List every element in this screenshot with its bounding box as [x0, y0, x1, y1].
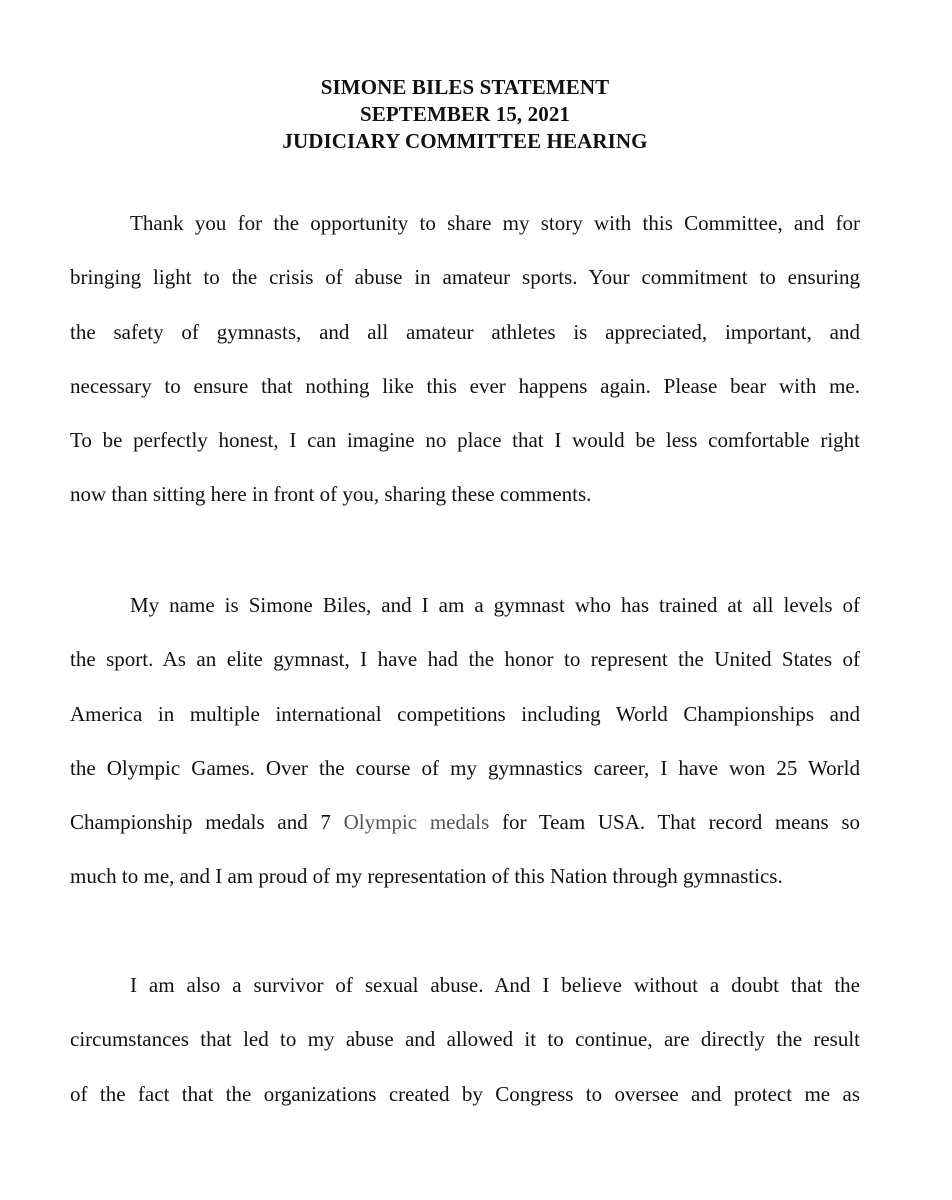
paragraph-line: America in multiple international competitions including World Championships and: [70, 701, 860, 726]
paragraph-2: [70, 578, 860, 904]
paragraph-line: much to me, and I am proud of my representation of this Nation through gymnastics.: [70, 864, 783, 889]
paragraph-line: circumstances that led to my abuse and allowed it to continue, are directly the result: [70, 1027, 860, 1052]
paragraph-line: bringing light to the crisis of abuse in amateur sports. Your commitment to ensuring: [70, 265, 860, 290]
header-date: SEPTEMBER 15, 2021: [359, 102, 571, 126]
paragraph-line: of the fact that the organizations created by Congress to oversee and protect me as: [70, 1081, 860, 1106]
paragraph-line: now than sitting here in front of you, sharing these comments.: [70, 482, 592, 507]
paragraph-1: [70, 196, 860, 522]
header-title: SIMONE BILES STATEMENT: [320, 75, 610, 99]
paragraph-line: necessary to ensure that nothing like this ever happens again. Please bear with me.: [70, 373, 860, 398]
paragraph-3: [70, 958, 860, 1121]
paragraph-line: the safety of gymnasts, and all amateur athletes is appreciated, important, and: [70, 319, 860, 344]
document-header: [0, 74, 930, 155]
paragraph-line: the Olympic Games. Over the course of my gymnastics career, I have won 25 World: [70, 755, 860, 780]
paragraph-line: My name is Simone Biles, and I am a gymnast who has trained at all levels of: [130, 593, 860, 617]
paragraph-line: the sport. As an elite gymnast, I have had the honor to represent the United States of: [70, 647, 860, 672]
paragraph-line: Thank you for the opportunity to share my story with this Committee, and for: [130, 211, 860, 235]
paragraph-line: Championship medals and 7 Olympic medals for Team USA. That record means so: [70, 810, 860, 835]
paragraph-line: I am also a survivor of sexual abuse. And I believe without a doubt that the: [130, 973, 860, 997]
paragraph-line: To be perfectly honest, I can imagine no place that I would be less comfortable right: [70, 428, 860, 453]
olympic-medals-link[interactable]: Olympic medals: [343, 810, 490, 835]
header-event: JUDICIARY COMMITTEE HEARING: [282, 129, 648, 153]
